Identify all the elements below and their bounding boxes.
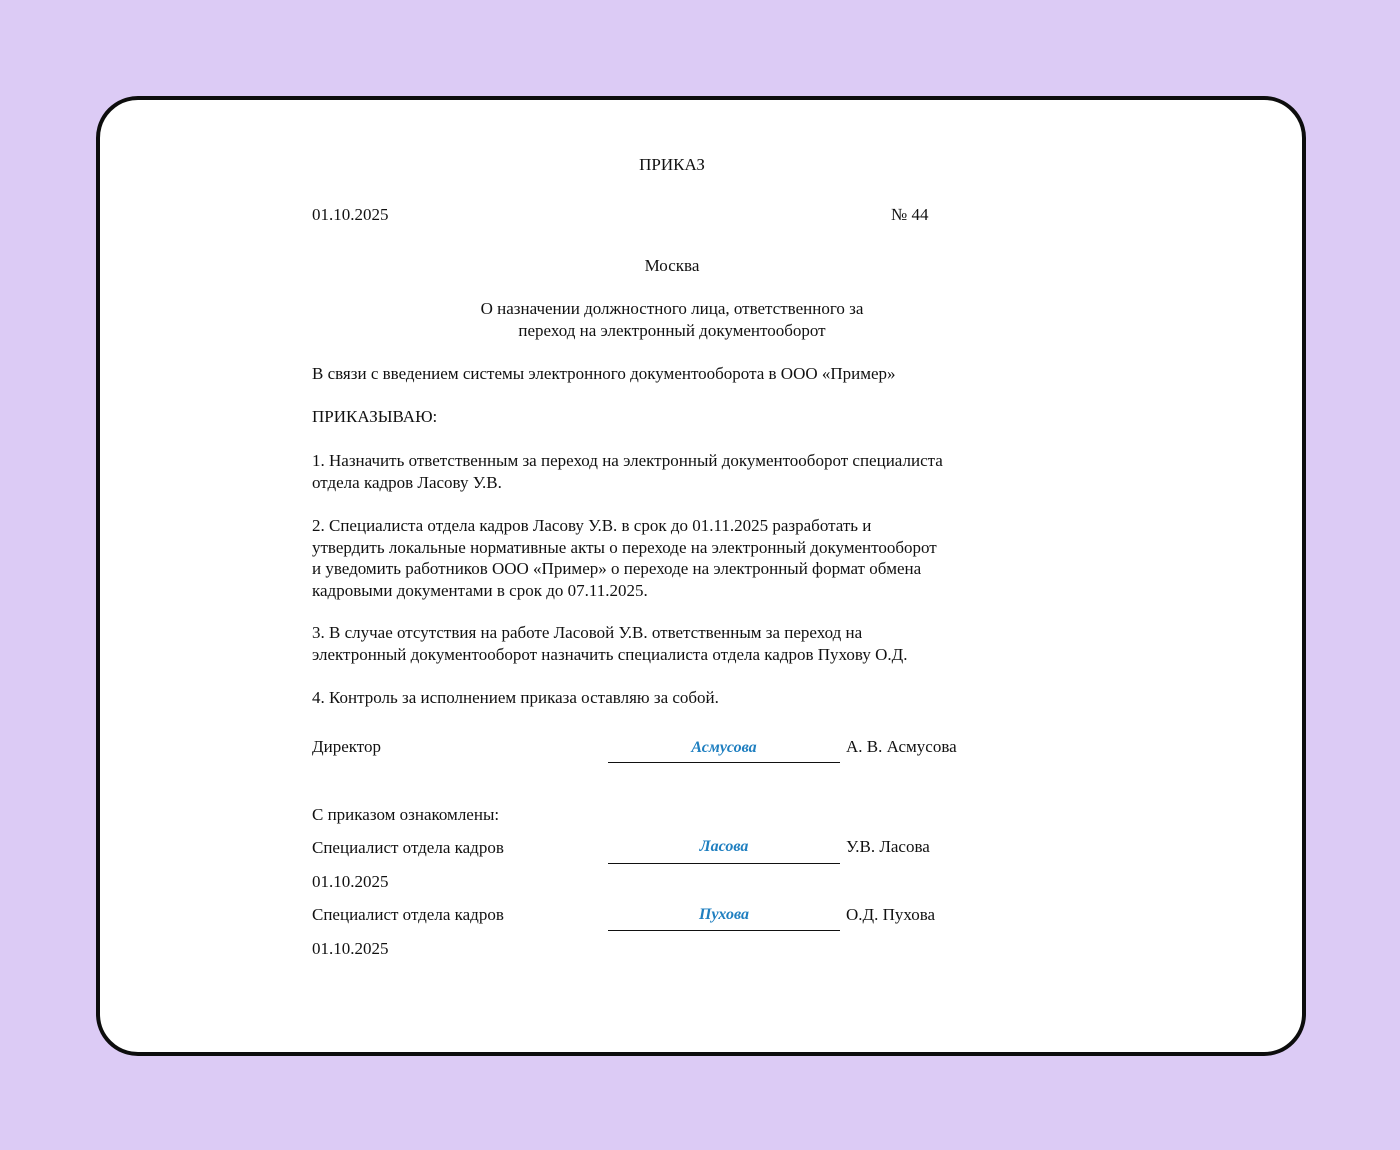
order-item-3 xyxy=(312,622,1032,665)
document-title: ПРИКАЗ xyxy=(639,155,705,174)
order-item-line: 3. В случае отсутствия на работе Ласовой У.В. ответственным за переход на xyxy=(312,623,863,642)
order-item-line: утвердить локальные нормативные акты о переходе на электронный документооборот xyxy=(312,537,937,557)
director-name: А. В. Асмусова xyxy=(846,737,957,756)
acquainted-date: 01.10.2025 xyxy=(312,939,389,958)
acquainted-position: Специалист отдела кадров xyxy=(312,905,504,924)
acquainted-signature: Ласова xyxy=(699,838,749,855)
order-item-line: 1. Назначить ответственным за переход на электронный документооборот специалиста xyxy=(312,451,943,470)
order-item-1 xyxy=(312,450,1032,493)
acquainted-date: 01.10.2025 xyxy=(312,872,389,891)
acquainted-signature-line xyxy=(608,930,840,931)
order-item-line: и уведомить работников ООО «Пример» о переходе на электронный формат обмена xyxy=(312,559,922,578)
document-city: Москва xyxy=(644,256,700,275)
order-item-line: отдела кадров Ласову У.В. xyxy=(312,472,502,492)
document-number: № 44 xyxy=(891,205,929,224)
acquainted-name: У.В. Ласова xyxy=(846,837,930,856)
director-signature-line xyxy=(608,762,840,763)
order-item-4 xyxy=(312,687,1032,709)
subject-line: О назначении должностного лица, ответственного за xyxy=(480,299,864,318)
director-signature: Асмусова xyxy=(691,739,757,756)
order-item-line: 2. Специалиста отдела кадров Ласову У.В. в срок до 01.11.2025 разработать и xyxy=(312,516,872,535)
director-position: Директор xyxy=(312,737,381,756)
document-subject xyxy=(312,298,1032,341)
acquainted-signature-line xyxy=(608,863,840,864)
order-item-line: кадровыми документами в срок до 07.11.2025. xyxy=(312,580,648,600)
document-date: 01.10.2025 xyxy=(312,205,389,224)
acquainted-label: С приказом ознакомлены: xyxy=(312,805,500,824)
subject-line: переход на электронный документооборот xyxy=(518,320,826,340)
order-word: ПРИКАЗЫВАЮ: xyxy=(312,407,438,426)
order-item-line: электронный документооборот назначить специалиста отдела кадров Пухову О.Д. xyxy=(312,644,908,664)
acquainted-position: Специалист отдела кадров xyxy=(312,838,504,857)
acquainted-signature: Пухова xyxy=(699,906,749,923)
preamble: В связи с введением системы электронного документооборота в ООО «Пример» xyxy=(312,364,896,383)
order-item-2 xyxy=(312,515,1032,601)
acquainted-name: О.Д. Пухова xyxy=(846,905,936,924)
document-card xyxy=(96,96,1306,1056)
order-item-line: 4. Контроль за исполнением приказа оставляю за собой. xyxy=(312,688,719,707)
